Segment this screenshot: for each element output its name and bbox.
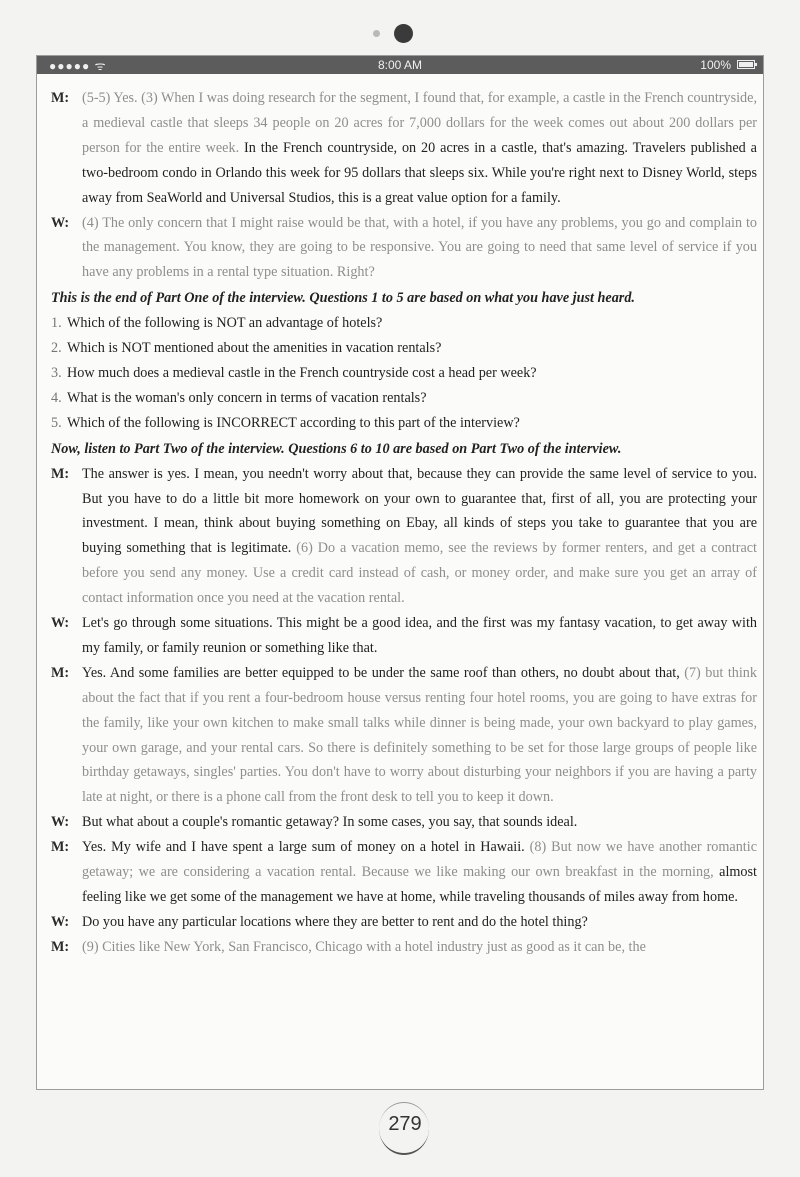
question-text: Which of the following is INCORRECT according to this part of the interview? xyxy=(67,414,520,431)
question-item xyxy=(51,311,757,336)
page-number-badge xyxy=(375,1102,435,1158)
speaker-label: M: xyxy=(51,938,70,955)
question-item xyxy=(51,411,757,436)
question-text: What is the woman's only concern in terms of vacation rentals? xyxy=(67,389,427,406)
speaker-label: W: xyxy=(51,913,70,930)
dialogue-turn xyxy=(51,211,757,286)
status-bar xyxy=(37,56,763,74)
answer-text: (9) Cities like New York, San Francisco, Chicago with a hotel industry just as good as it can be, the xyxy=(82,938,646,955)
question-number: 3. xyxy=(51,364,62,381)
dialogue-turn xyxy=(51,462,757,611)
dialogue-text: Yes. My wife and I have spent a large sum of money on a hotel in Hawaii. xyxy=(82,839,530,856)
question-number: 5. xyxy=(51,414,62,431)
battery-percent: 100% xyxy=(700,58,731,72)
question-item xyxy=(51,336,757,361)
page-number: 279 xyxy=(388,1113,422,1135)
signal-wifi-icon: ●●●●● ᯤ xyxy=(49,59,107,73)
question-item xyxy=(51,386,757,411)
question-text: Which of the following is NOT an advantage of hotels? xyxy=(67,315,383,332)
dialogue-turn xyxy=(51,661,757,810)
speaker-label: W: xyxy=(51,615,70,632)
dialogue-turn xyxy=(51,86,757,211)
dialogue-turn xyxy=(51,810,757,835)
dialogue-text: almost feeling like we get some of the management we have at home, while traveling thousands of miles away from home. xyxy=(82,864,757,905)
device-screen xyxy=(36,55,764,1090)
speaker-label: M: xyxy=(51,90,70,106)
answer-text: (8) But now we have another romantic getaway; we are considering a vacation rental. Because we like making our own breakfast in the morning, xyxy=(82,839,757,881)
dialogue-turn xyxy=(51,910,757,935)
status-time: 8:00 AM xyxy=(377,58,423,72)
speaker-label: W: xyxy=(51,214,70,231)
section-heading-part-one: This is the end of Part One of the interview. Questions 1 to 5 are based on what you have just heard. xyxy=(51,290,635,307)
speaker-label: M: xyxy=(51,839,70,856)
answer-text: (5-5) Yes. (3) When I was doing research for the segment, I found that, for example, a castle in the French countryside, a medieval castle that sleeps 34 people on 20 acres for 7,000 dollars for the week comes out about 200 dollars per person for the entire week. xyxy=(82,90,757,156)
section-heading-part-two: Now, listen to Part Two of the interview. Questions 6 to 10 are based on Part Two of the interview. xyxy=(51,440,622,457)
dialogue-turn xyxy=(51,935,757,960)
question-item xyxy=(51,361,757,386)
dialogue-text: Yes. And some families are better equipped to be under the same roof than others, no doubt about that, xyxy=(82,664,685,681)
answer-text: (7) but think about the fact that if you rent a four-bedroom house versus renting four hotel rooms, you are going to have extras for the family, like your own kitchen to make small talks while dinner is being made, your own backyard to play games, your own garage, and your rental cars. So there is definitely something to be set for those large groups of people like birthday getaways, singles' parties. You don't have to worry about disturbing your neighbors if you are having a party late at night, or there is a phone call from the front desk to tell you to keep it down. xyxy=(82,664,757,806)
question-text: How much does a medieval castle in the French countryside cost a head per week? xyxy=(67,364,537,381)
dialogue-text: The answer is yes. I mean, you needn't worry about that, because they can provide the same level of service to you. But you have to do a little bit more homework on your own to guarantee that, first of all, you are protecting your investment. I mean, think about buying something on Ebay, all kinds of steps you take to guarantee that you are buying something that is legitimate. xyxy=(82,465,757,557)
device-camera xyxy=(0,22,800,46)
dialogue-text: Let's go through some situations. This might be a good idea, and the first was my fantasy vacation, to get away with my family, or family reunion or something like that. xyxy=(82,615,757,656)
question-number: 4. xyxy=(51,389,62,406)
answer-text: (6) Do a vacation memo, see the reviews by former renters, and get a contract before you send any money. Use a credit card instead of cash, or money order, and make sure you get an array of contact information once you need at the vacation rental. xyxy=(82,540,757,607)
transcript xyxy=(51,86,757,960)
camera-lens xyxy=(394,24,413,43)
question-number: 2. xyxy=(51,340,62,357)
question-text: Which is NOT mentioned about the amenities in vacation rentals? xyxy=(67,340,442,357)
battery-icon xyxy=(737,60,755,69)
answer-text: (4) The only concern that I might raise would be that, with a hotel, if you have any problems, you go and complain to the management. You know, they are going to be responsive. You are going to need that same level of service if you have any problems in a rental type situation. Right? xyxy=(82,214,757,281)
dialogue-turn xyxy=(51,835,757,910)
dialogue-text: Do you have any particular locations where they are better to rent and do the hotel thing? xyxy=(82,913,588,930)
dialogue-turn xyxy=(51,611,757,661)
speaker-label: W: xyxy=(51,814,70,831)
sensor-dot xyxy=(373,30,380,37)
speaker-label: M: xyxy=(51,465,70,482)
question-number: 1. xyxy=(51,315,62,332)
dialogue-text: In the French countryside, on 20 acres in a castle, that's amazing. Travelers published a two-bedroom condo in Orlando this week for 95 dollars that sleeps six. While you're right next to Disney World, steps away from SeaWorld and Universal Studios, this is a great value option for a family. xyxy=(82,139,757,206)
speaker-label: M: xyxy=(51,664,70,681)
dialogue-text: But what about a couple's romantic getaway? In some cases, you say, that sounds ideal. xyxy=(82,814,578,831)
